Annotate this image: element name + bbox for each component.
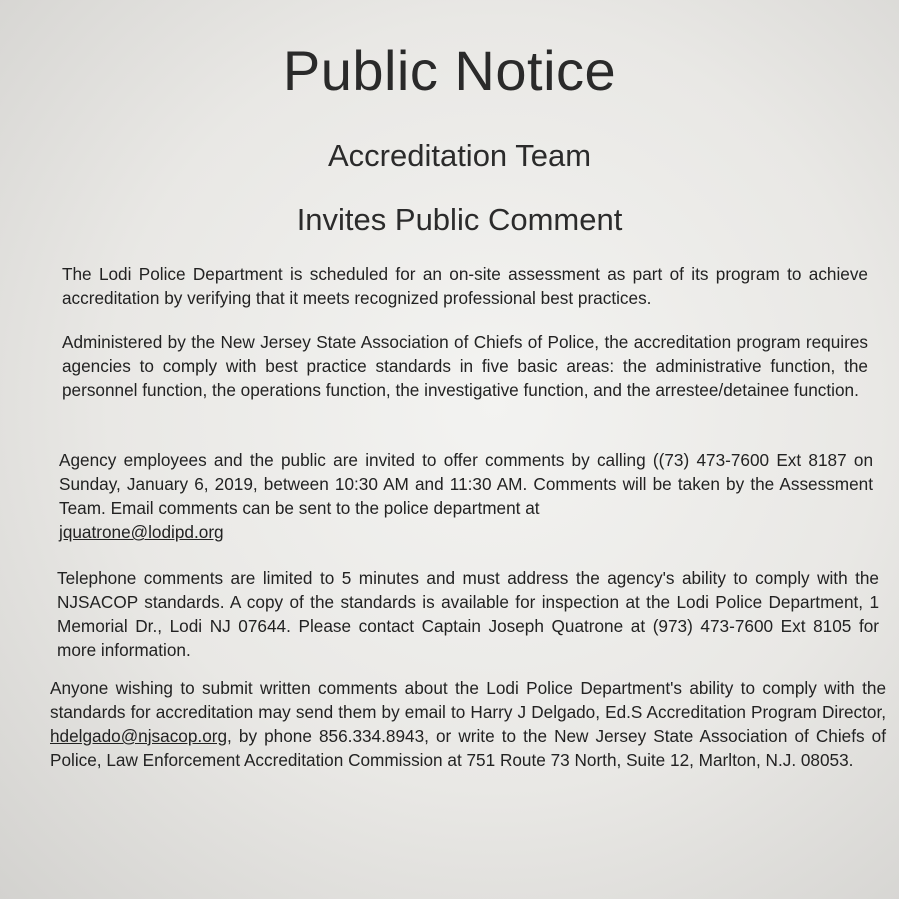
paragraph-telephone-limits: Telephone comments are limited to 5 minutes and must address the agency's ability to comply with the NJSACOP standards. A copy of the standards is available for inspection at the Lodi Police Department, 1 Memorial Dr., Lodi NJ 07644. Please contact Captain Joseph Quatrone at (973) 473-7600 Ext 8105 for more information.	[57, 568, 879, 660]
paragraph-written-comments	[50, 676, 886, 772]
delgado-email-link[interactable]: hdelgado@njsacop.org	[50, 726, 228, 746]
subtitle-accreditation-team: Accreditation Team	[327, 138, 592, 173]
paragraph-written-comments-tail: , by phone 856.334.8943, or write to the New Jersey State Association of Chiefs of Police, Law Enforcement Accreditation Commission at 751 Route 73 North, Suite 12, Marlton, N.J. 08053.	[50, 726, 886, 770]
police-email-link[interactable]: jquatrone@lodipd.org	[59, 522, 224, 542]
paragraph-written-comments-text: Anyone wishing to submit written comments about the Lodi Police Department's ability to comply with the standards for accreditation may send them by email to Harry J Delgado, Ed.S Accreditation Program Director,	[50, 678, 886, 722]
subtitle-invites-comment: Invites Public Comment	[296, 202, 623, 237]
page-title: Public Notice	[282, 39, 617, 102]
paragraph-phone-comments-text: Agency employees and the public are invited to offer comments by calling ((73) 473-7600 Ext 8187 on Sunday, January 6, 2019, between 10:30 AM and 11:30 AM. Comments will be taken by the Assessment Team. Email comments can be sent to the police department at	[59, 450, 873, 518]
paragraph-phone-comments	[59, 448, 873, 544]
paragraph-assessment: The Lodi Police Department is scheduled for an on-site assessment as part of its program to achieve accreditation by verifying that it meets recognized professional best practices.	[62, 264, 868, 308]
paragraph-administration: Administered by the New Jersey State Association of Chiefs of Police, the accreditation program requires agencies to comply with best practice standards in five basic areas: the administrative function, the personnel function, the operations function, the investigative function, and the arrestee/detainee function.	[62, 332, 868, 400]
